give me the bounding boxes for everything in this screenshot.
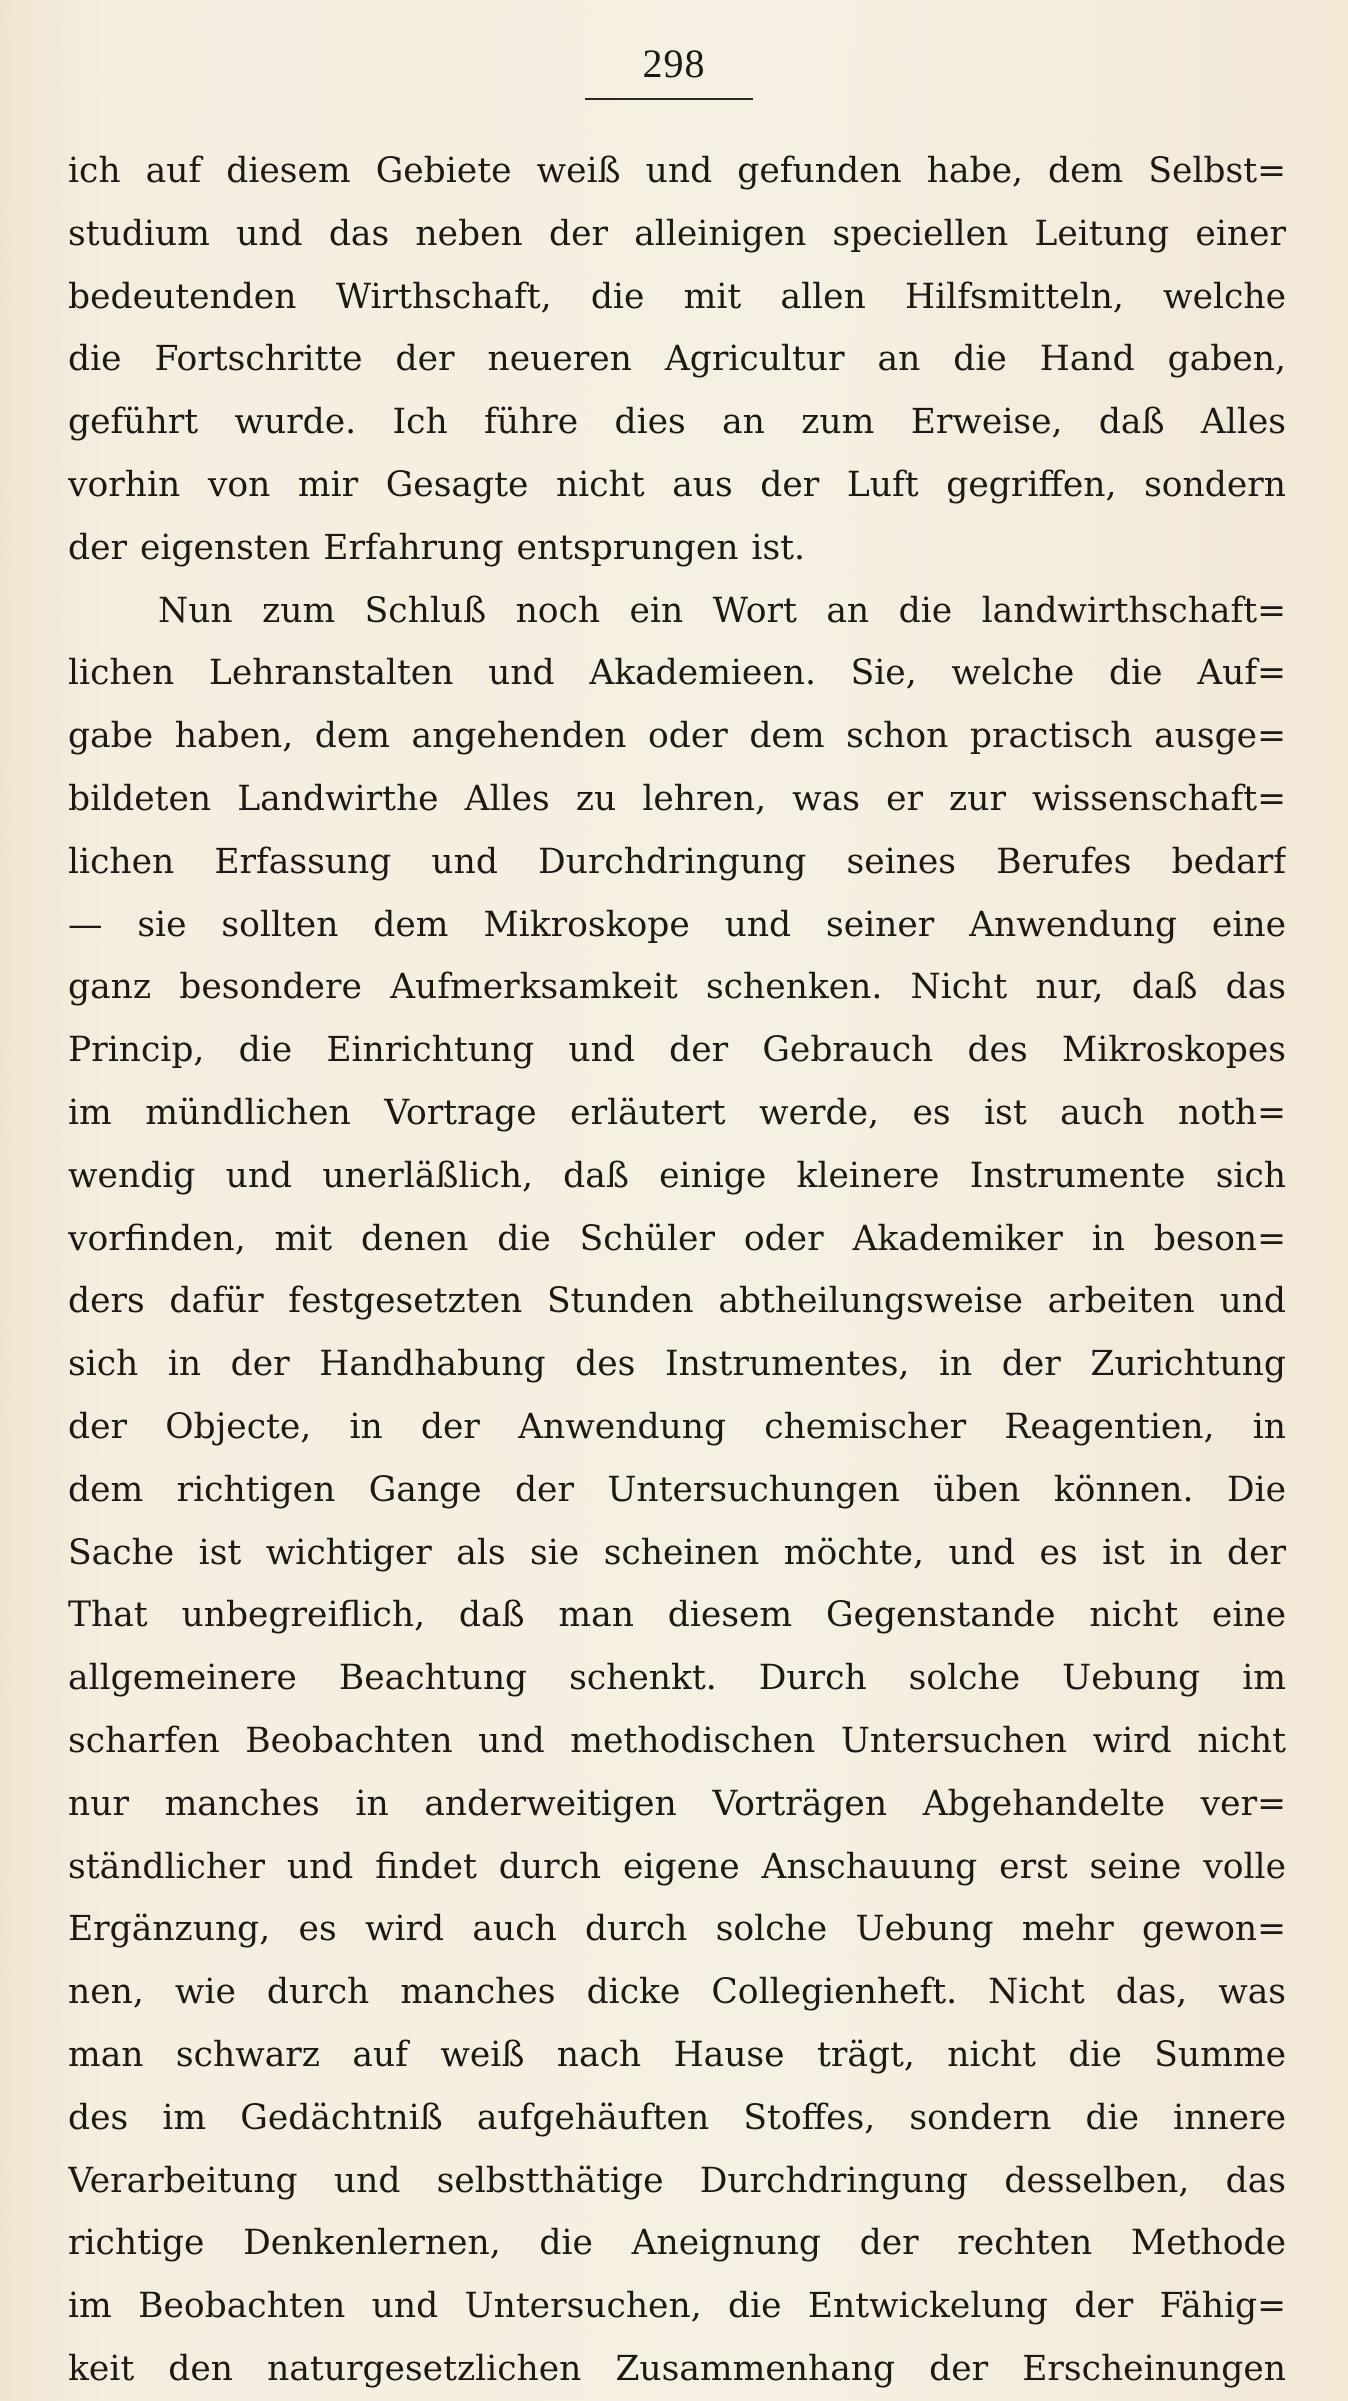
text-line: Princip, die Einrichtung und der Gebrauch des Mikroskopes bbox=[68, 1030, 1286, 1071]
text-line: im Beobachten und Untersuchen, die Entwickelung der Fähig= bbox=[68, 2286, 1286, 2327]
text-line: dem richtigen Gange der Untersuchungen üben können. Die bbox=[68, 1469, 1286, 1510]
text-line: der Objecte, in der Anwendung chemischer Reagentien, in bbox=[68, 1406, 1286, 1447]
text-line: Verarbeitung und selbstthätige Durchdringung desselben, das bbox=[68, 2160, 1286, 2201]
text-line: man schwarz auf weiß nach Hause trägt, nicht die Summe bbox=[68, 2034, 1286, 2075]
header-rule bbox=[585, 98, 753, 100]
text-line: bildeten Landwirthe Alles zu lehren, was er zur wissenschaft= bbox=[68, 778, 1286, 819]
text-line: vorfinden, mit denen die Schüler oder Akademiker in beson= bbox=[68, 1218, 1286, 1259]
text-line: geführt wurde. Ich führe dies an zum Erweise, daß Alles bbox=[68, 402, 1286, 443]
text-line: vorhin von mir Gesagte nicht aus der Luft gegriffen, sondern bbox=[68, 464, 1286, 505]
text-line: im mündlichen Vortrage erläutert werde, es ist auch noth= bbox=[68, 1092, 1286, 1133]
text-line: wendig und unerläßlich, daß einige kleinere Instrumente sich bbox=[68, 1155, 1286, 1196]
text-line: nen, wie durch manches dicke Collegienheft. Nicht das, was bbox=[68, 1972, 1286, 2013]
text-line: ders dafür festgesetzten Stunden abtheilungsweise arbeiten und bbox=[68, 1281, 1286, 1322]
text-line: keit den naturgesetzlichen Zusammenhang der Erscheinungen bbox=[68, 2348, 1286, 2389]
text-line: — sie sollten dem Mikroskope und seiner Anwendung eine bbox=[68, 904, 1286, 945]
text-line: allgemeinere Beachtung schenkt. Durch solche Uebung im bbox=[68, 1658, 1286, 1699]
body-text bbox=[68, 140, 1286, 2401]
text-line: scharfen Beobachten und methodischen Untersuchen wird nicht bbox=[68, 1720, 1286, 1761]
text-line: lichen Lehranstalten und Akademieen. Sie, welche die Auf= bbox=[68, 653, 1286, 694]
text-line: That unbegreiflich, daß man diesem Gegenstande nicht eine bbox=[68, 1595, 1286, 1636]
text-line: gabe haben, dem angehenden oder dem schon practisch ausge= bbox=[68, 716, 1286, 757]
text-line: der eigensten Erfahrung entsprungen ist. bbox=[68, 527, 805, 568]
text-line: lichen Erfassung und Durchdringung seines Berufes bedarf bbox=[68, 841, 1286, 882]
text-line: ich auf diesem Gebiete weiß und gefunden habe, dem Selbst= bbox=[68, 151, 1286, 191]
text-line: ganz besondere Aufmerksamkeit schenken. Nicht nur, daß das bbox=[68, 967, 1286, 1008]
text-line: richtige Denkenlernen, die Aneignung der rechten Methode bbox=[68, 2223, 1286, 2264]
text-line: bedeutenden Wirthschaft, die mit allen Hilfsmitteln, welche bbox=[68, 276, 1286, 317]
text-line: die Fortschritte der neueren Agricultur an die Hand gaben, bbox=[68, 339, 1286, 380]
text-line: Sache ist wichtiger als sie scheinen möchte, und es ist in der bbox=[68, 1532, 1286, 1573]
text-line: ständlicher und findet durch eigene Anschauung erst seine volle bbox=[68, 1846, 1286, 1887]
text-line: studium und das neben der alleinigen speciellen Leitung einer bbox=[68, 213, 1286, 254]
paragraph-start-line: Nun zum Schluß noch ein Wort an die landwirthschaft= bbox=[158, 590, 1286, 631]
text-line: sich in der Handhabung des Instrumentes, in der Zurichtung bbox=[68, 1344, 1286, 1385]
text-line: nur manches in anderweitigen Vorträgen Abgehandelte ver= bbox=[68, 1783, 1286, 1824]
text-line: Ergänzung, es wird auch durch solche Uebung mehr gewon= bbox=[68, 1909, 1286, 1950]
text-line: des im Gedächtniß aufgehäuften Stoffes, sondern die innere bbox=[68, 2097, 1286, 2138]
page-number: 298 bbox=[642, 41, 706, 86]
